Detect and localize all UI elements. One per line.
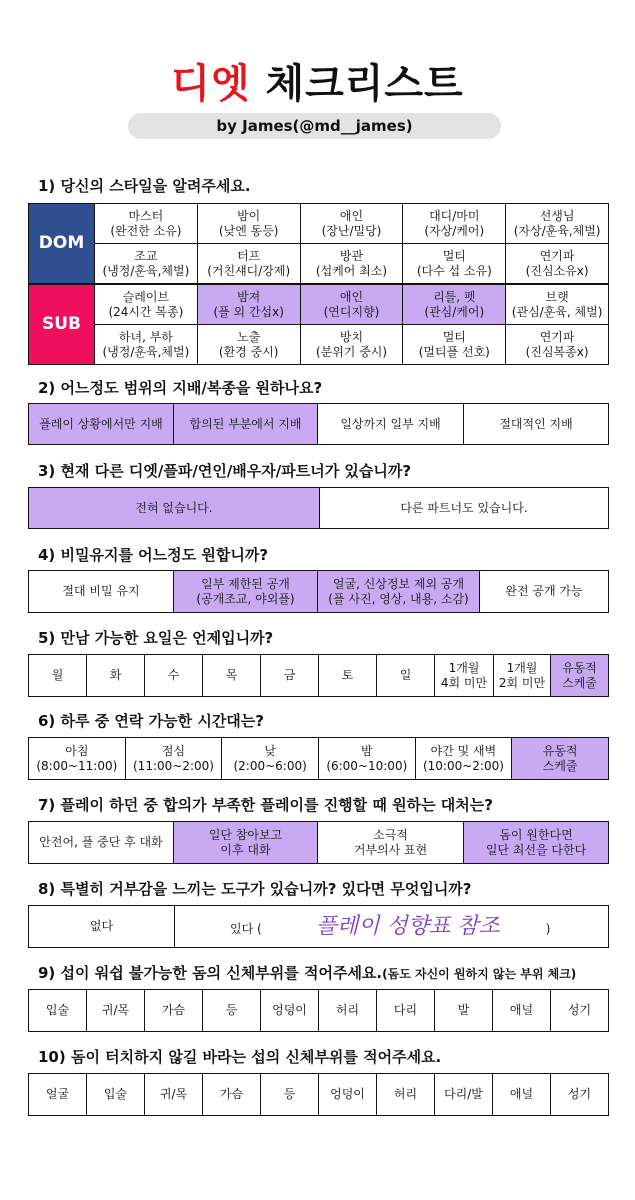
- q9-option[interactable]: 엉덩이: [261, 990, 319, 1032]
- q10-option[interactable]: 애널: [493, 1074, 551, 1116]
- q7-heading: 7) 플레이 하던 중 합의가 부족한 플레이를 진행할 때 원하는 대처는?: [38, 796, 493, 814]
- title-red: 디엣: [171, 61, 251, 107]
- dom-option[interactable]: 방관 (섭케어 최소): [300, 244, 403, 284]
- q10-option[interactable]: 성기: [551, 1074, 609, 1116]
- sub-option[interactable]: 슬레이브 (24시간 복종): [95, 285, 198, 325]
- q9-table: [28, 989, 609, 1032]
- dom-option[interactable]: 연기파 (진심소유x): [506, 244, 609, 284]
- title-black: 체크리스트: [265, 61, 464, 107]
- q3-option-selected[interactable]: 전혀 없습니다.: [29, 488, 320, 529]
- q1-dom-table: [28, 203, 609, 284]
- q5-heading: 5) 만남 가능한 요일은 언제입니까?: [38, 629, 274, 647]
- q5-day[interactable]: 화: [87, 655, 145, 697]
- q6-option-selected[interactable]: 유동적 스케줄: [512, 738, 609, 780]
- q10-table: [28, 1073, 609, 1116]
- q8-yes-label: 있다 (: [230, 921, 262, 936]
- q9-option[interactable]: 입술: [29, 990, 87, 1032]
- q6-table: [28, 737, 609, 780]
- q3-table: [28, 487, 609, 529]
- q7-option[interactable]: 소극적 거부의사 표현: [318, 822, 464, 864]
- q4-heading: 4) 비밀유지를 어느정도 원합니까?: [38, 546, 269, 564]
- q1-heading: 1) 당신의 스타일을 알려주세요.: [38, 177, 251, 195]
- q5-day[interactable]: 월: [29, 655, 87, 697]
- q3-option[interactable]: 다른 파트너도 있습니다.: [320, 488, 609, 529]
- q8-close-paren: ): [545, 921, 551, 936]
- q5-option[interactable]: 1개월 2회 미만: [494, 655, 551, 697]
- q4-table: [28, 570, 609, 613]
- q4-option-selected[interactable]: 일부 제한된 공개 (공개조교, 야외플): [174, 571, 318, 613]
- q5-day[interactable]: 수: [145, 655, 203, 697]
- q9-option[interactable]: 가슴: [145, 990, 203, 1032]
- q5-day[interactable]: 일: [377, 655, 435, 697]
- sub-option-selected[interactable]: 밤져 (플 외 간섭x): [197, 285, 300, 325]
- q8-handwritten-answer: 플레이 성향표 참조: [315, 913, 500, 939]
- q10-option[interactable]: 다리/발: [435, 1074, 493, 1116]
- q4-option[interactable]: 완전 공개 가능: [480, 571, 609, 613]
- q7-option[interactable]: 안전어, 플 중단 후 대화: [29, 822, 174, 864]
- q7-option-selected[interactable]: 일단 참아보고 이후 대화: [174, 822, 318, 864]
- dom-option[interactable]: 대디/마미 (자상/케어): [403, 204, 506, 244]
- q7-table: [28, 821, 609, 864]
- q2-option[interactable]: 절대적인 지배: [464, 404, 609, 445]
- dom-option[interactable]: 선생님 (자상/훈육,체벌): [506, 204, 609, 244]
- q6-heading: 6) 하루 중 연락 가능한 시간대는?: [38, 712, 264, 730]
- q9-note: (돔도 자신이 원하지 않는 부위 체크): [382, 967, 577, 981]
- q2-option-selected[interactable]: 합의된 부분에서 지배: [174, 404, 318, 445]
- dom-option[interactable]: 터프 (거친섀디/강제): [197, 244, 300, 284]
- dom-option[interactable]: 조교 (냉정/훈육,체벌): [95, 244, 198, 284]
- q9-option[interactable]: 귀/목: [87, 990, 145, 1032]
- q1-sub-table: [28, 284, 609, 365]
- q6-option[interactable]: 야간 및 새벽 (10:00~2:00): [415, 738, 512, 780]
- q5-day[interactable]: 토: [319, 655, 377, 697]
- q6-option[interactable]: 밤 (6:00~10:00): [318, 738, 415, 780]
- q9-option[interactable]: 다리: [377, 990, 435, 1032]
- sub-option[interactable]: 방치 (분위기 중시): [300, 325, 403, 365]
- sub-option[interactable]: 노출 (환경 중시): [197, 325, 300, 365]
- q10-option[interactable]: 허리: [377, 1074, 435, 1116]
- q9-option[interactable]: 애널: [493, 990, 551, 1032]
- q10-option[interactable]: 등: [261, 1074, 319, 1116]
- dom-option[interactable]: 밤이 (낮엔 동등): [197, 204, 300, 244]
- q9-option[interactable]: 발: [435, 990, 493, 1032]
- q9-heading: 9) 섭이 워쉽 불가능한 돔의 신체부위를 적어주세요.(돔도 자신이 원하지 않는 부위 체크): [38, 964, 577, 982]
- q7-option-selected[interactable]: 돔이 원한다면 일단 최선을 다한다: [464, 822, 609, 864]
- q5-table: [28, 654, 609, 697]
- q5-day[interactable]: 금: [261, 655, 319, 697]
- sub-option[interactable]: 연기파 (진심복종x): [506, 325, 609, 365]
- sub-option[interactable]: 브랫 (관심/훈육, 체벌): [506, 285, 609, 325]
- q2-option[interactable]: 일상까지 일부 지배: [318, 404, 464, 445]
- dom-label: DOM: [29, 204, 95, 284]
- q3-heading: 3) 현재 다른 디엣/플파/연인/배우자/파트너가 있습니까?: [38, 462, 412, 480]
- sub-label: SUB: [29, 285, 95, 365]
- q8-no-option[interactable]: 없다: [29, 906, 175, 948]
- page-title: [0, 52, 635, 109]
- q5-option[interactable]: 1개월 4회 미만: [435, 655, 494, 697]
- dom-option[interactable]: 애인 (장난/밀당): [300, 204, 403, 244]
- q4-option[interactable]: 절대 비밀 유지: [29, 571, 174, 613]
- dom-option[interactable]: 멀티 (다수 섭 소유): [403, 244, 506, 284]
- byline: by James(@md__james): [128, 113, 501, 139]
- sub-option[interactable]: 하녀, 부하 (냉정/훈육,체벌): [95, 325, 198, 365]
- q2-table: [28, 403, 609, 445]
- sub-option-selected[interactable]: 애인 (연디지향): [300, 285, 403, 325]
- sub-option-selected[interactable]: 리틀, 펫 (관심/케어): [403, 285, 506, 325]
- q6-option[interactable]: 점심 (11:00~2:00): [125, 738, 222, 780]
- q8-heading: 8) 특별히 거부감을 느끼는 도구가 있습니까? 있다면 무엇입니까?: [38, 880, 472, 898]
- q9-option[interactable]: 등: [203, 990, 261, 1032]
- q2-option-selected[interactable]: 플레이 상황에서만 지배: [29, 404, 174, 445]
- sub-option[interactable]: 멀티 (멀티플 선호): [403, 325, 506, 365]
- q6-option[interactable]: 낮 (2:00~6:00): [222, 738, 319, 780]
- q9-option[interactable]: 성기: [551, 990, 609, 1032]
- q8-yes-option[interactable]: [175, 906, 609, 948]
- q10-option[interactable]: 입술: [87, 1074, 145, 1116]
- dom-option[interactable]: 마스터 (완전한 소유): [95, 204, 198, 244]
- q6-option[interactable]: 아침 (8:00~11:00): [29, 738, 126, 780]
- q8-table: [28, 905, 609, 948]
- q5-day[interactable]: 목: [203, 655, 261, 697]
- q10-option[interactable]: 귀/목: [145, 1074, 203, 1116]
- q10-option[interactable]: 가슴: [203, 1074, 261, 1116]
- q5-option-selected[interactable]: 유동적 스케줄: [551, 655, 609, 697]
- q10-option[interactable]: 얼굴: [29, 1074, 87, 1116]
- q4-option-selected[interactable]: 얼굴, 신상정보 제외 공개 (플 사진, 영상, 내용, 소감): [318, 571, 480, 613]
- q10-heading: 10) 돔이 터치하지 않길 바라는 섭의 신체부위를 적어주세요.: [38, 1048, 442, 1066]
- q9-option[interactable]: 허리: [319, 990, 377, 1032]
- q2-heading: 2) 어느정도 범위의 지배/복종을 원하나요?: [38, 379, 323, 397]
- q10-option[interactable]: 엉덩이: [319, 1074, 377, 1116]
